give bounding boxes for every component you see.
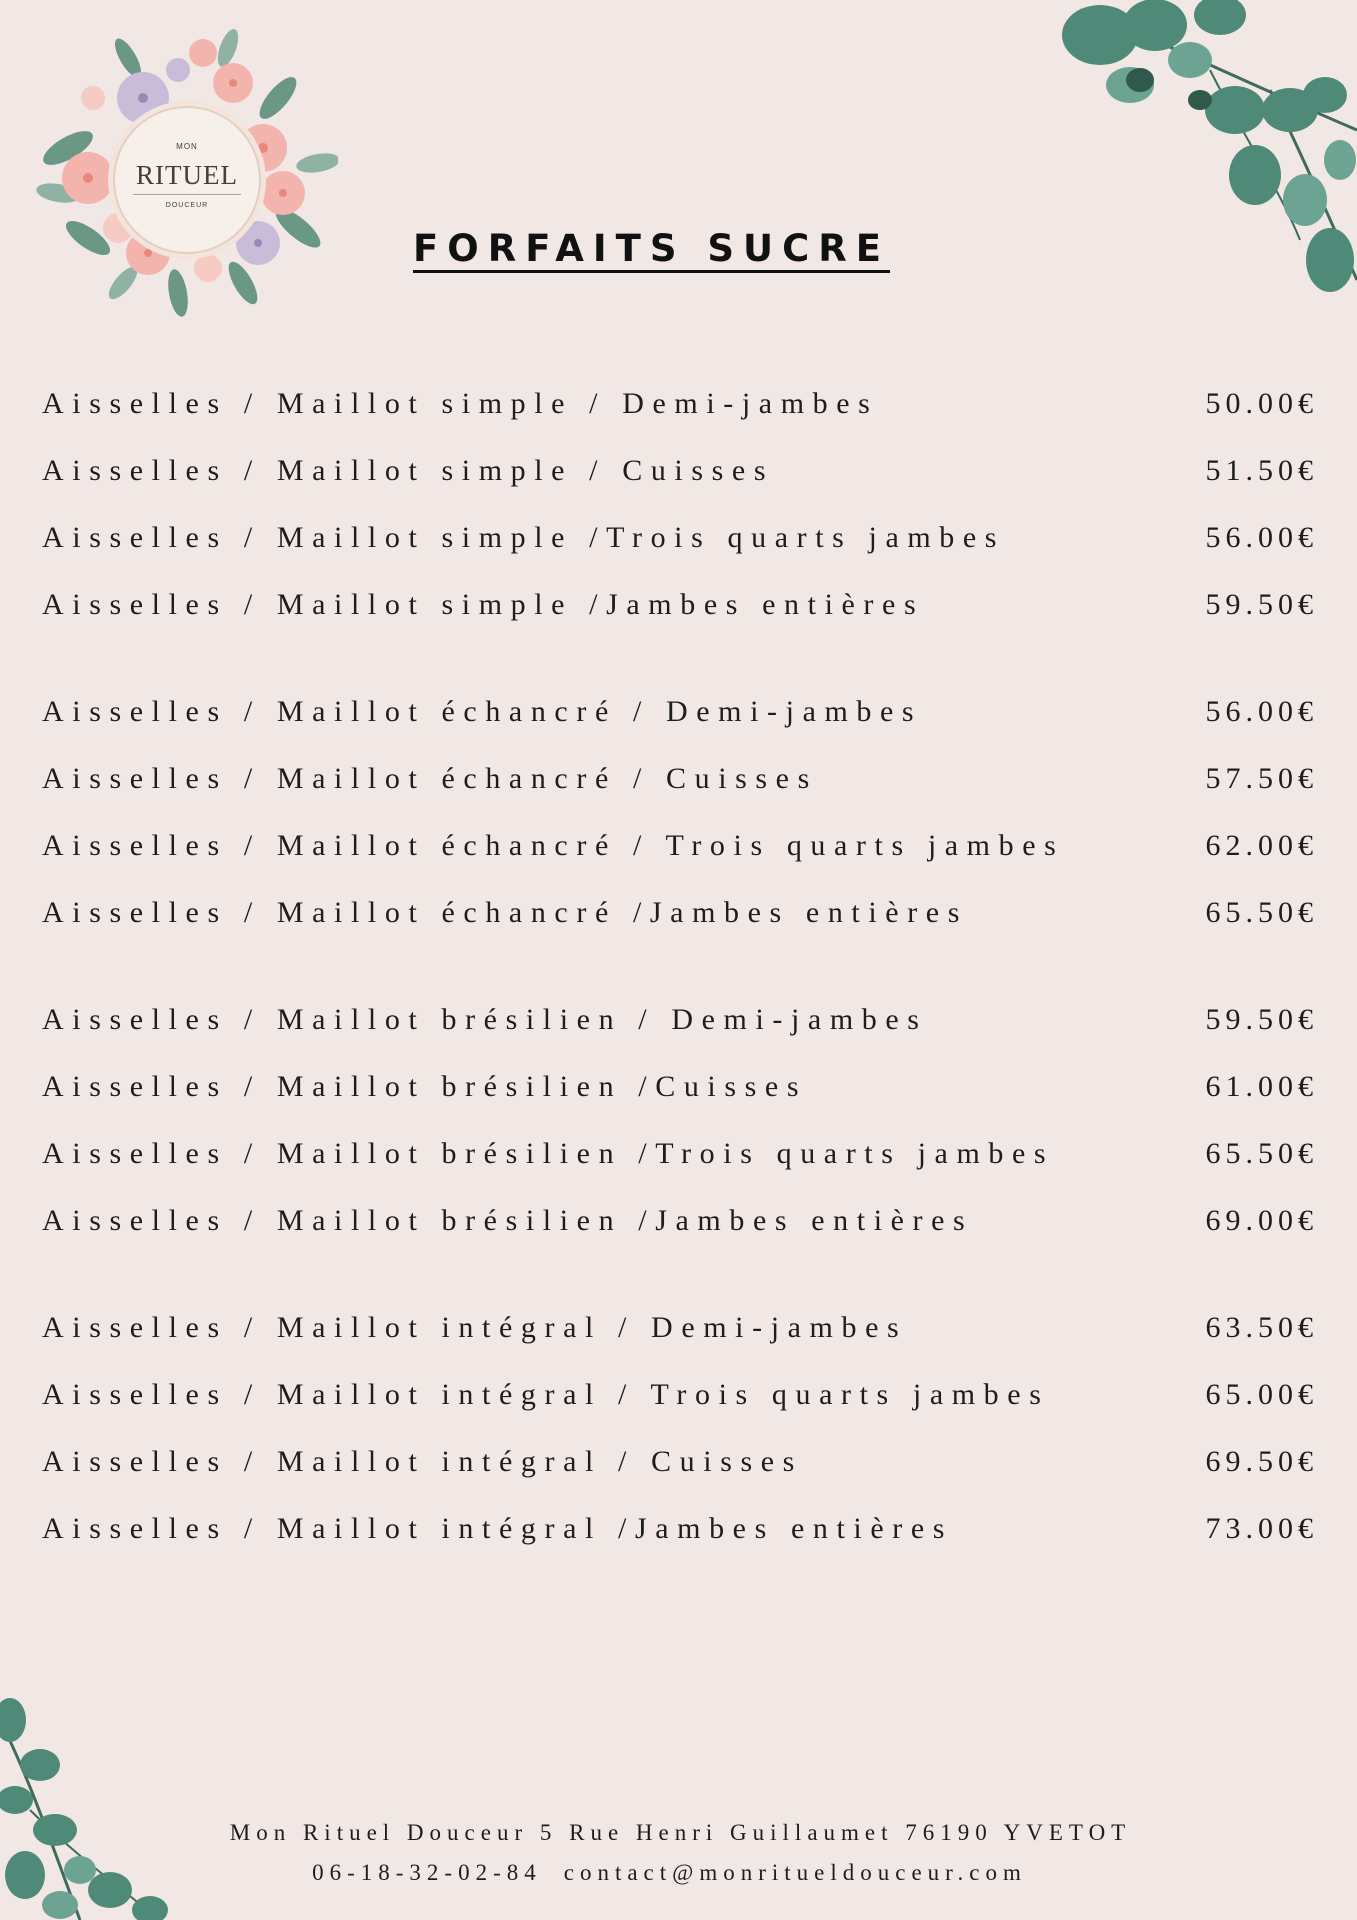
service-label: Aisselles / Maillot brésilien /Cuisses: [42, 1070, 808, 1103]
footer-contact: [0, 1860, 1357, 1886]
eucalyptus-top-right-icon: [1040, 0, 1357, 330]
footer-email[interactable]: contact@monritueldouceur.com: [563, 1860, 1027, 1885]
brand-logo: [28, 28, 338, 318]
price-row: [42, 1187, 1318, 1254]
service-label: Aisselles / Maillot intégral /Jambes entières: [42, 1512, 954, 1545]
service-label: Aisselles / Maillot intégral / Demi-jambes: [42, 1311, 908, 1344]
service-label: Aisselles / Maillot échancré / Demi-jambes: [42, 695, 923, 728]
logo-top-text: MON: [176, 142, 198, 151]
price-row: [42, 1120, 1318, 1187]
service-price: 59.50€: [1205, 1003, 1318, 1036]
price-row: [42, 571, 1318, 638]
service-price: 65.50€: [1205, 1137, 1318, 1170]
price-row: [42, 745, 1318, 812]
price-row: [42, 879, 1318, 946]
service-label: Aisselles / Maillot intégral / Cuisses: [42, 1445, 803, 1478]
service-price: 62.00€: [1205, 829, 1318, 862]
price-row: [42, 986, 1318, 1053]
price-group-maillot-simple: [42, 370, 1318, 638]
price-group-maillot-bresilien: [42, 986, 1318, 1254]
footer-phone[interactable]: 06-18-32-02-84: [312, 1860, 542, 1885]
service-label: Aisselles / Maillot brésilien /Trois quarts jambes: [42, 1137, 1055, 1170]
price-list: [42, 370, 1318, 1602]
service-price: 59.50€: [1205, 588, 1318, 621]
price-row: [42, 437, 1318, 504]
service-label: Aisselles / Maillot simple /Trois quarts jambes: [42, 521, 1006, 554]
price-row: [42, 370, 1318, 437]
service-label: Aisselles / Maillot simple /Jambes entières: [42, 588, 925, 621]
service-price: 56.00€: [1205, 695, 1318, 728]
service-price: 63.50€: [1205, 1311, 1318, 1344]
price-row: [42, 1294, 1318, 1361]
service-price: 50.00€: [1205, 387, 1318, 420]
price-row: [42, 1361, 1318, 1428]
service-price: 65.00€: [1205, 1378, 1318, 1411]
service-label: Aisselles / Maillot brésilien /Jambes entières: [42, 1204, 974, 1237]
service-label: Aisselles / Maillot échancré / Trois quarts jambes: [42, 829, 1065, 862]
page-title: [0, 228, 1357, 273]
service-price: 51.50€: [1205, 454, 1318, 487]
price-row: [42, 678, 1318, 745]
logo-divider: [133, 194, 241, 195]
price-group-maillot-integral: [42, 1294, 1318, 1562]
service-price: 73.00€: [1205, 1512, 1318, 1545]
service-price: 69.50€: [1205, 1445, 1318, 1478]
footer: [0, 1820, 1357, 1886]
service-price: 65.50€: [1205, 896, 1318, 929]
logo-main-text: RITUEL: [136, 160, 238, 190]
footer-address: Mon Rituel Douceur 5 Rue Henri Guillaumet 76190 YVETOT: [229, 1820, 1132, 1845]
price-row: [42, 1053, 1318, 1120]
service-label: Aisselles / Maillot échancré /Jambes entières: [42, 896, 968, 929]
service-label: Aisselles / Maillot simple / Cuisses: [42, 454, 775, 487]
page-title-text: FORFAITS SUCRE: [413, 228, 890, 273]
service-price: 61.00€: [1205, 1070, 1318, 1103]
price-group-maillot-echancre: [42, 678, 1318, 946]
price-row: [42, 504, 1318, 571]
logo-bottom-text: DOUCEUR: [165, 202, 209, 209]
service-price: 57.50€: [1205, 762, 1318, 795]
service-price: 56.00€: [1205, 521, 1318, 554]
price-row: [42, 1428, 1318, 1495]
service-label: Aisselles / Maillot brésilien / Demi-jambes: [42, 1003, 928, 1036]
service-label: Aisselles / Maillot intégral / Trois quarts jambes: [42, 1378, 1050, 1411]
service-label: Aisselles / Maillot simple / Demi-jambes: [42, 387, 879, 420]
service-label: Aisselles / Maillot échancré / Cuisses: [42, 762, 818, 795]
price-row: [42, 1495, 1318, 1562]
service-price: 69.00€: [1205, 1204, 1318, 1237]
price-row: [42, 812, 1318, 879]
